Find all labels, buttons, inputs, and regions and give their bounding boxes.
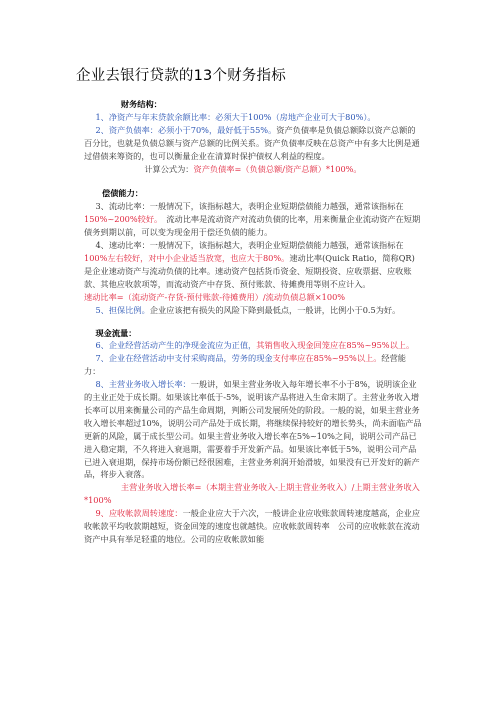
item-8-lead: 8、主营业务收入增长率：	[95, 379, 191, 390]
paragraph-item-8	[84, 378, 422, 481]
formula-label: 计算公式为：	[144, 163, 194, 174]
paragraph-item-2	[84, 124, 422, 163]
formula-revenue-growth: 主营业务收入增长率=（本期主营业务收入-上期主营业务收入）/上期主营业务收入*100%	[84, 482, 420, 506]
item-2-body: 资产负债率是负债总额除以资产总额的百分比，也就是负债总额与资产总额的比例关系。资产负债率反映在总资产中有多大比例是通过借债来筹资的，也可以衡量企业在清算时保护债权人利益的程度。	[84, 124, 420, 161]
item-4-range: 100%左右较好，对中小企业适当放宽，也应大于80%。	[84, 252, 290, 263]
section-heading-solvency: 偿债能力：	[102, 188, 143, 199]
item-3-lead: 3、流动比率：一般情况下，该指标越大，表明企业短期偿债能力越强，通常该指标在	[95, 201, 404, 212]
paragraph-item-5	[84, 304, 422, 317]
paragraph-item-1	[84, 111, 422, 124]
item-7-lead: 7、企业在经营活动中支付采购商品，劳务的现金	[95, 353, 273, 364]
item-4-lead: 4、速动比率：一般情况下，该指标越大，表明企业短期偿债能力越强，通常该指标在	[95, 240, 404, 251]
paragraph-item-4	[84, 239, 422, 291]
item-2-lead: 2、资产负债率：必须小于70%，最好低于55%。	[95, 124, 277, 135]
formula-debt-ratio	[84, 163, 422, 176]
document-body	[84, 98, 422, 546]
item-3-range: 150%~200%较好。	[84, 214, 159, 225]
item-9-lead: 9、应收帐款周转速度：	[95, 508, 183, 519]
item-3-body: 流动比率是流动资产对流动负债的比率，用来衡量企业流动资产在短期债务到期以前，可以变为现金用于偿还负债的能力。	[84, 214, 421, 238]
item-9-body: 一般企业应大于六次，一般讲企业应收账款周转速度越高，企业应收帐款平均收款期越短，资金回笼的速度也就越快。应收帐款周转率	[84, 508, 421, 532]
formula-debt-ratio-text: 资产负债率=（负债总额/资产总额）*100%。	[193, 163, 362, 174]
paragraph-item-6	[84, 339, 422, 352]
paragraph-item-7	[84, 352, 422, 378]
item-4-body: 速动比率(Quick Ratio，简称QR)是企业速动资产与流动负债的比率。速动资产包括货币资金、短期投资、应收票据、应收账款、其他应收款项等，而流动资产中存货、预付账款、待摊费用等则不应计入。	[84, 252, 415, 289]
document-title: 企业去银行贷款的13个财务指标	[76, 68, 286, 84]
item-8-body: 一般讲，如果主营业务收入每年增长率不小于8%，说明该企业的主业正处于成长期。如果该比率低于-5%，说明该产品将进入生命末期了。主营业务收入增长率可以用来衡量公司的产品生命周期，判断公司发展所处的阶段。一般的说，如果主营业务收入增长率超过10%，说明公司产品处于成长期，将继续保持较好的增长势头，尚未面临产品更新的风险，属于成长型公司。如果主营业务收入增长率在5%~10%之间，说明公司产品已进入稳定期，不久将进入衰退期，需要着手开发新产品。如果该比率低于5%，说明公司产品已进入衰退期，保持市场份额已经很困难，主营业务利润开始滑坡，如果没有已开发好的新产品，将步入衰落。	[84, 379, 422, 480]
item-5-body: 企业应该把有损失的风险下降到最低点，一般讲，比例小于0.5为好。	[149, 304, 401, 315]
item-6-body: 其销售收入现金回笼应在85%~95%以上。	[256, 340, 415, 351]
item-7-body: 支付率应在85%~95%以上。	[272, 353, 382, 364]
paragraph-item-3	[84, 200, 422, 239]
item-6-lead: 6、企业经营活动产生的净现金流应为正值，	[95, 340, 257, 351]
item-1-text: 1、净资产与年末贷款余额比率：必须大于100%（房地产企业可大于80%）。	[95, 111, 376, 122]
section-heading-cash-flow: 现金流量：	[95, 327, 137, 338]
section-heading-financial-structure: 财务结构：	[120, 99, 162, 109]
paragraph-item-9	[84, 507, 422, 546]
formula-quick-ratio: 速动比率=（流动资产-存货-预付账款-待摊费用）/流动负债总额×100%	[84, 291, 346, 302]
item-9-tail: 公司的应收帐款在流动资产中具有举足轻重的地位。公司的应收帐款如能	[84, 521, 420, 544]
item-5-lead: 5、担保比例。	[95, 304, 150, 315]
item-7-subhead: 经营能力：	[84, 353, 406, 377]
